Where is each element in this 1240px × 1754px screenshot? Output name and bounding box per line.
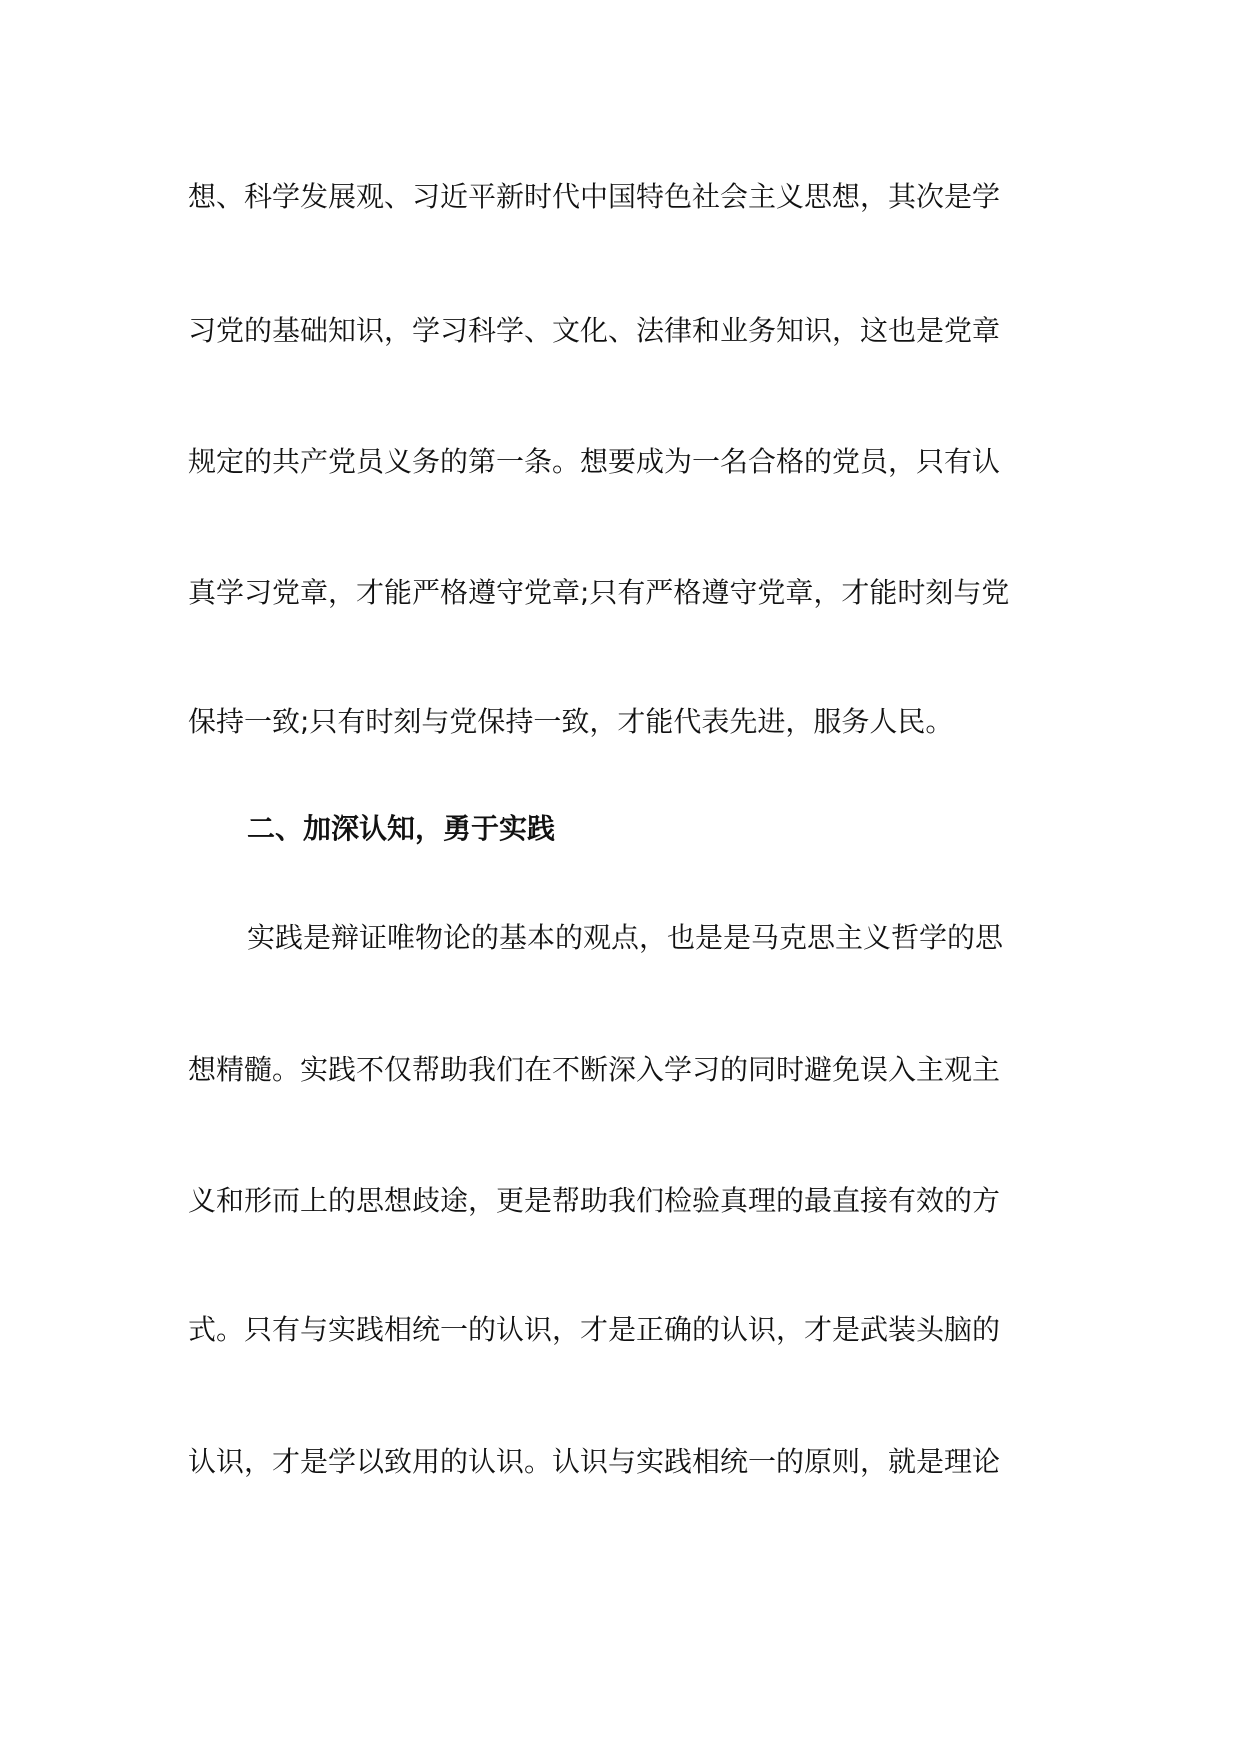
- paragraph-2-line-1: 实践是辩证唯物论的基本的观点，也是是马克思主义哲学的思: [247, 921, 1004, 954]
- paragraph-1-line-2: 习党的基础知识，学习科学、文化、法律和业务知识，这也是党章: [188, 314, 1001, 347]
- section-heading: 二、加深认知，勇于实践: [247, 812, 556, 845]
- paragraph-2-line-3: 义和形而上的思想歧途，更是帮助我们检验真理的最直接有效的方: [188, 1184, 1001, 1217]
- paragraph-2-line-4: 式。只有与实践相统一的认识，才是正确的认识，才是武装头脑的: [188, 1313, 1001, 1346]
- paragraph-1-line-5: 保持一致;只有时刻与党保持一致，才能代表先进，服务人民。: [188, 705, 954, 738]
- paragraph-2-line-5: 认识，才是学以致用的认识。认识与实践相统一的原则，就是理论: [188, 1445, 1001, 1478]
- paragraph-1-line-1: 想、科学发展观、习近平新时代中国特色社会主义思想，其次是学: [188, 180, 1001, 213]
- paragraph-2-line-2: 想精髓。实践不仅帮助我们在不断深入学习的同时避免误入主观主: [188, 1053, 1001, 1086]
- paragraph-1-line-3: 规定的共产党员义务的第一条。想要成为一名合格的党员，只有认: [188, 445, 1001, 478]
- paragraph-1-line-4: 真学习党章，才能严格遵守党章;只有严格遵守党章，才能时刻与党: [188, 576, 1010, 609]
